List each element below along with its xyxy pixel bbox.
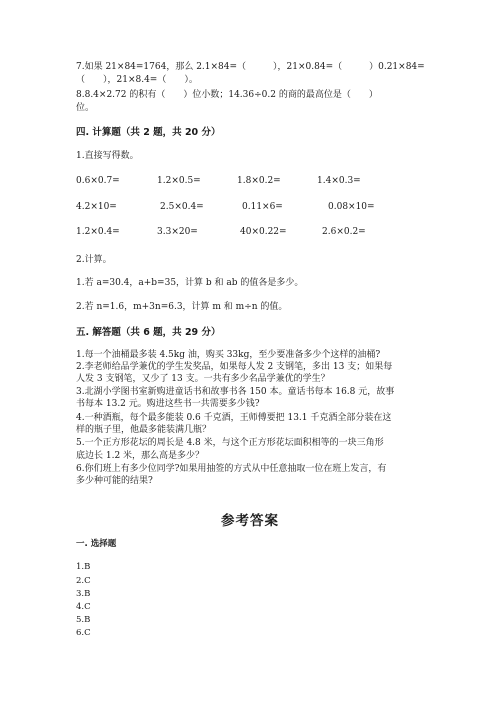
calc-r2-c3: 2.6×0.2= xyxy=(322,227,366,237)
section-5-line-11: 多少种可能的结果? xyxy=(76,476,153,486)
section-5-line-7: 样的瓶子里，他最多能装满几瓶？ xyxy=(76,425,212,435)
calc-r2-c2: 40×0.22= xyxy=(240,227,287,237)
question-7-line-1: 7.如果 21×84=1764，那么 2.1×84=（ ），21×0.84=（ ）0.21×84= xyxy=(76,62,425,72)
answers-heading: 一. 选择题 xyxy=(76,539,117,549)
answer-item: 3.B xyxy=(76,589,91,599)
calc-r1-c0: 4.2×10= xyxy=(76,202,117,212)
answer-item: 1.B xyxy=(76,562,91,572)
answer-item: 4.C xyxy=(76,602,91,612)
calc-r1-c2: 0.11×6= xyxy=(242,202,283,212)
section-5-line-2: 2.李老师给品学兼优的学生发奖品，如果每人发 2 支钢笔，多出 13 支；如果每 xyxy=(76,362,393,372)
answer-item: 2.C xyxy=(76,576,91,586)
section-4-q2: 2.计算。 xyxy=(76,255,112,265)
question-7-line-2: （ ），21×8.4=（ ）。 xyxy=(76,75,198,85)
question-8-line-1: 8.8.4×2.72 的积有（ ）位小数；14.36÷0.2 的商的最高位是（ ） xyxy=(76,90,378,100)
calc-r0-c1: 1.2×0.5= xyxy=(157,176,201,186)
section-5-line-1: 1.每一个油桶最多装 4.5kg 油，购买 33kg，至少要准备多少个这样的油桶? xyxy=(76,350,381,360)
section-5-line-5: 书每本 13.2 元。购进这些书一共需要多少钱? xyxy=(76,399,260,409)
calc-r2-c1: 3.3×20= xyxy=(157,227,198,237)
calc-r2-c0: 1.2×0.4= xyxy=(76,227,120,237)
section-5-line-6: 4.一种酒瓶，每个最多能装 0.6 千克酒，王师傅要把 13.1 千克酒全部分装在这 xyxy=(76,413,392,423)
section-4-q1: 1.直接写得数。 xyxy=(76,151,139,161)
section-5-line-3: 人发 3 支钢笔，又少了 13 支。一共有多少名品学兼优的学生？ xyxy=(76,374,330,384)
answers-title: 参考答案 xyxy=(221,513,279,529)
answer-item: 5.B xyxy=(76,615,91,625)
section-5-line-8: 5.一个正方形花坛的周长是 4.8 米，与这个正方形花坛面积相等的一块三角形 xyxy=(76,438,384,448)
answer-item: 6.C xyxy=(76,628,91,638)
calc-r0-c3: 1.4×0.3= xyxy=(317,176,361,186)
calc-r1-c1: 2.5×0.4= xyxy=(160,202,204,212)
calc-r1-c3: 0.08×10= xyxy=(328,202,375,212)
section-4-q2-2: 2.若 n=1.6，m+3n=6.3，计算 m 和 m÷n 的值。 xyxy=(76,302,288,312)
section-4-q2-1: 1.若 a=30.4，a+b=35，计算 b 和 ab 的值各是多少。 xyxy=(76,278,304,288)
question-8-line-2: 位。 xyxy=(76,103,95,113)
section-5-line-10: 6.你们班上有多少位同学?如果用抽签的方式从中任意抽取一位在班上发言，有 xyxy=(76,464,387,474)
section-5-heading: 五. 解答题（共 6 题，共 29 分） xyxy=(76,327,221,338)
calc-r0-c2: 1.8×0.2= xyxy=(237,176,281,186)
section-5-line-4: 3.北湖小学图书室新购进童话书和故事书各 150 本。童话书每本 16.8 元，故事 xyxy=(76,387,395,397)
section-5-line-9: 底边长 1.2 米，那么高是多少？ xyxy=(76,451,205,461)
section-4-heading: 四. 计算题（共 2 题，共 20 分） xyxy=(76,127,221,138)
calc-r0-c0: 0.6×0.7= xyxy=(76,176,120,186)
